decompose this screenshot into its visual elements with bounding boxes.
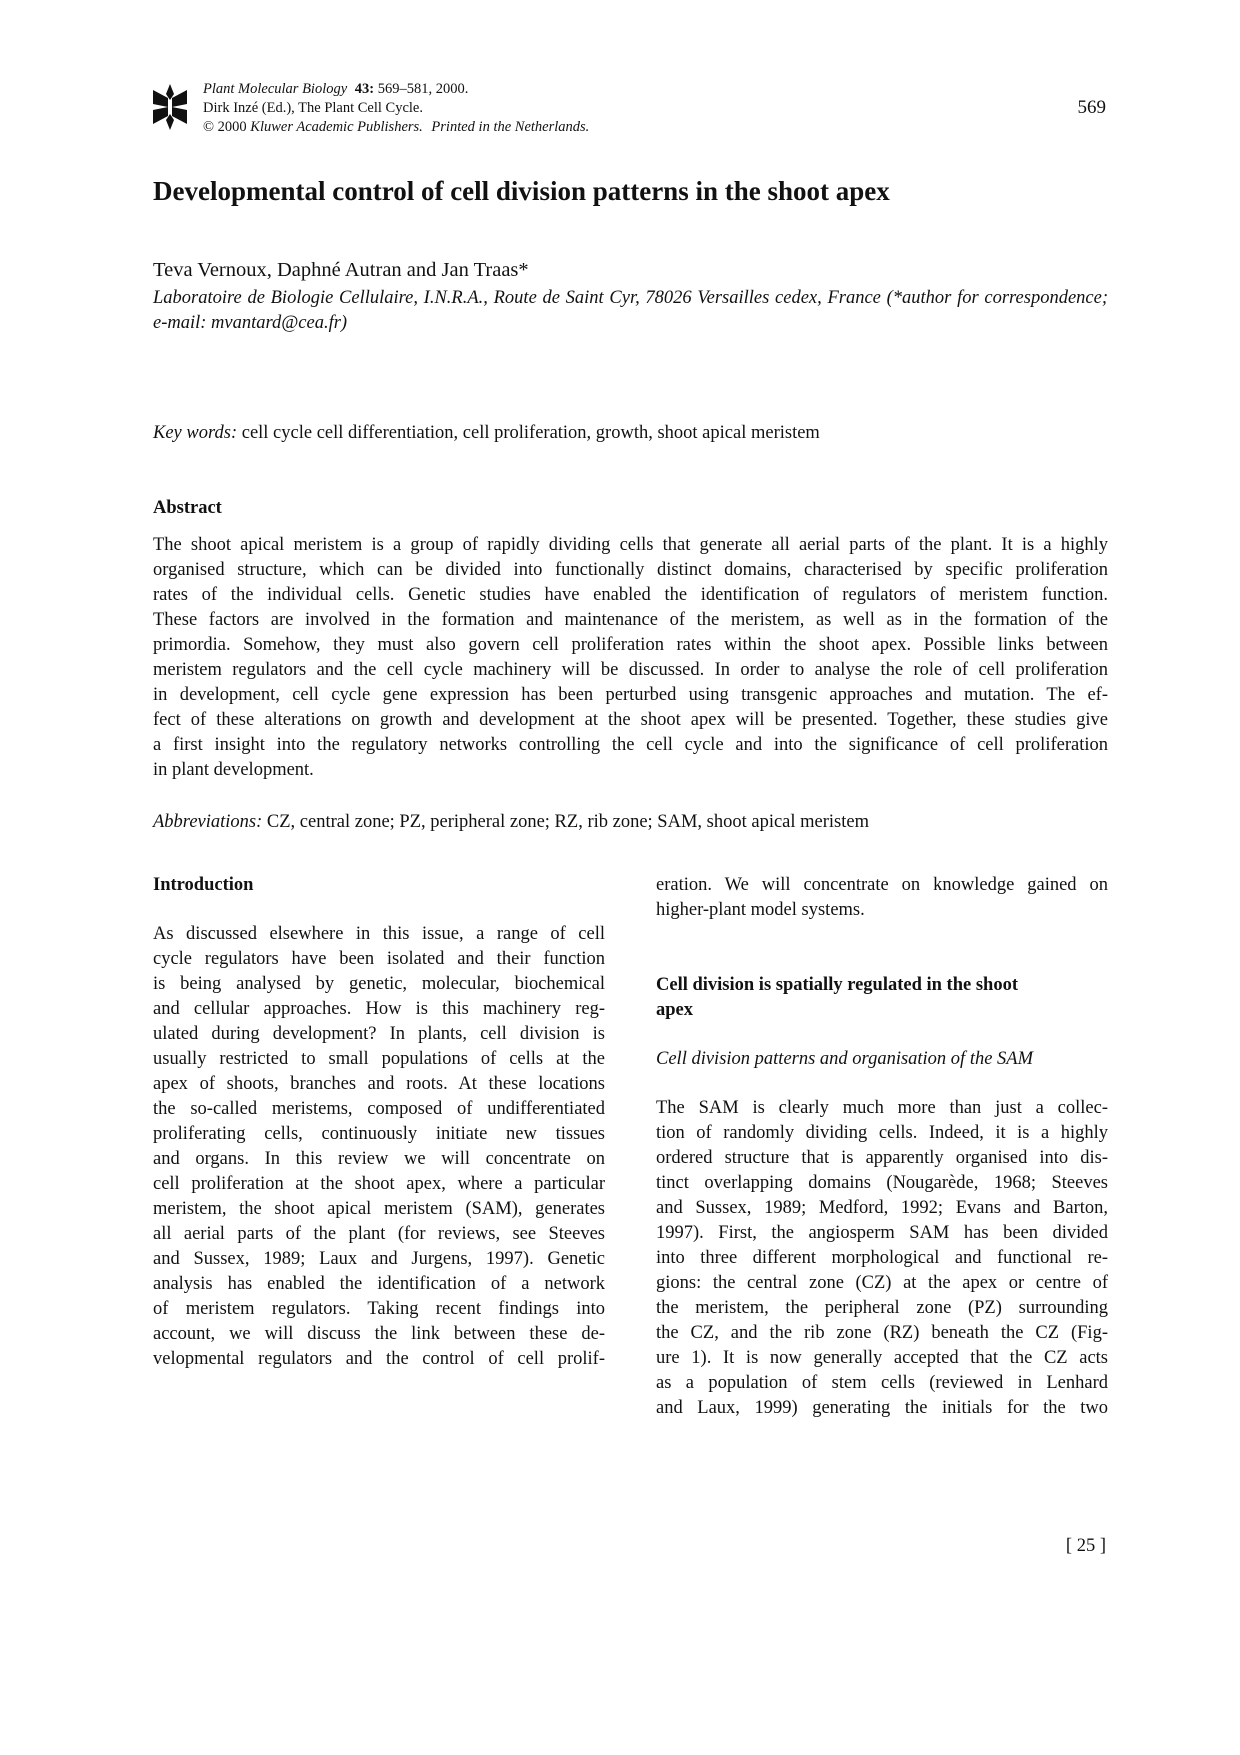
- subsection-heading: Cell division patterns and organisation of the SAM: [656, 1049, 1034, 1069]
- journal-citation: [203, 80, 468, 99]
- abstract-heading: Abstract: [153, 498, 222, 518]
- introduction-line: velopmental regulators and the control of cell prolif-: [153, 1349, 605, 1369]
- printed-note: Printed in the Netherlands.: [431, 119, 590, 135]
- section-body-line: gions: the central zone (CZ) at the apex or centre of: [656, 1273, 1108, 1293]
- publisher-logo-icon: [153, 84, 187, 130]
- keywords-text: cell cycle cell differentiation, cell proliferation, growth, shoot apical meristem: [237, 423, 820, 443]
- section-body: [656, 1096, 1108, 1421]
- journal-volume: 43:: [354, 81, 375, 97]
- page-marker: [ 25 ]: [1065, 1536, 1106, 1556]
- introduction-line: As discussed elsewhere in this issue, a range of cell: [153, 924, 605, 944]
- introduction-line: proliferating cells, continuously initiate new tissues: [153, 1124, 605, 1144]
- introduction-line: cycle regulators have been isolated and their function: [153, 949, 605, 969]
- introduction-line: apex of shoots, branches and roots. At these locations: [153, 1074, 605, 1094]
- abstract-line: primordia. Somehow, they must also govern cell proliferation rates within the shoot apex. Possible links between: [153, 635, 1108, 655]
- abstract-line: organised structure, which can be divided into functionally distinct domains, characterised by specific proliferation: [153, 560, 1108, 580]
- introduction-continuation: [656, 873, 1108, 923]
- section-body-line: into three different morphological and functional re-: [656, 1248, 1108, 1268]
- section-body-line: 1997). First, the angiosperm SAM has been divided: [656, 1223, 1108, 1243]
- abbreviations-text: CZ, central zone; PZ, peripheral zone; RZ, rib zone; SAM, shoot apical meristem: [262, 812, 869, 832]
- introduction-line: usually restricted to small populations of cells at the: [153, 1049, 605, 1069]
- abstract-line: a first insight into the regulatory networks controlling the cell cycle and into the significance of cell proliferation: [153, 735, 1108, 755]
- introduction-line: and organs. In this review we will concentrate on: [153, 1149, 605, 1169]
- introduction-body: [153, 922, 605, 1372]
- introduction-line: all aerial parts of the plant (for reviews, see Steeves: [153, 1224, 605, 1244]
- introduction-line: and Sussex, 1989; Laux and Jurgens, 1997). Genetic: [153, 1249, 605, 1269]
- abstract-body: [153, 533, 1108, 783]
- section-body-line: tinct overlapping domains (Nougarède, 1968; Steeves: [656, 1173, 1108, 1193]
- abstract-line: in plant development.: [153, 760, 314, 780]
- keywords-label: Key words:: [153, 423, 238, 443]
- section-body-line: and Laux, 1999) generating the initials for the two: [656, 1398, 1108, 1418]
- section-body-line: the CZ, and the rib zone (RZ) beneath the CZ (Fig-: [656, 1323, 1108, 1343]
- introduction-line: analysis has enabled the identification of a network: [153, 1274, 605, 1294]
- keywords: [153, 423, 820, 444]
- section-body-line: ordered structure that is apparently organised into dis-: [656, 1148, 1108, 1168]
- author-list: Teva Vernoux, Daphné Autran and Jan Traas*: [153, 259, 529, 281]
- abstract-line: fect of these alterations on growth and development at the shoot apex will be presented. Together, these studies give: [153, 710, 1108, 730]
- section-body-line: and Sussex, 1989; Medford, 1992; Evans and Barton,: [656, 1198, 1108, 1218]
- section-body-line: ure 1). It is now generally accepted that the CZ acts: [656, 1348, 1108, 1368]
- abbreviations: [153, 812, 869, 833]
- introduction-line: the so-called meristems, composed of undifferentiated: [153, 1099, 605, 1119]
- abstract-line: rates of the individual cells. Genetic studies have enabled the identification of regulators of meristem function.: [153, 585, 1108, 605]
- section-body-line: as a population of stem cells (reviewed in Lenhard: [656, 1373, 1108, 1393]
- publisher-name: Kluwer Academic Publishers.: [250, 119, 423, 135]
- continuation-line: eration. We will concentrate on knowledge gained on: [656, 875, 1108, 895]
- introduction-line: account, we will discuss the link between these de-: [153, 1324, 605, 1344]
- copyright-prefix: © 2000: [203, 119, 251, 135]
- page-number: 569: [1077, 97, 1106, 118]
- introduction-line: meristem, the shoot apical meristem (SAM), generates: [153, 1199, 605, 1219]
- publisher-logo: [153, 84, 187, 130]
- introduction-heading: Introduction: [153, 875, 254, 895]
- article-title: Developmental control of cell division patterns in the shoot apex: [153, 176, 890, 206]
- section-heading: [656, 973, 1108, 1023]
- introduction-line: ulated during development? In plants, cell division is: [153, 1024, 605, 1044]
- section-body-line: the meristem, the peripheral zone (PZ) surrounding: [656, 1298, 1108, 1318]
- copyright-line: [203, 118, 589, 137]
- affiliation: Laboratoire de Biologie Cellulaire, I.N.R.A., Route de Saint Cyr, 78026 Versailles cedex, France (*author for correspondence; e-mail: mvantard@cea.fr): [153, 288, 1108, 333]
- journal-pages-year: 569–581, 2000.: [374, 81, 469, 97]
- section-heading-line: Cell division is spatially regulated in the shoot: [656, 975, 1018, 995]
- introduction-line: of meristem regulators. Taking recent findings into: [153, 1299, 605, 1319]
- abstract-line: meristem regulators and the cell cycle machinery will be discussed. In order to analyse the role of cell proliferation: [153, 660, 1108, 680]
- abstract-line: in development, cell cycle gene expression has been perturbed using transgenic approaches and mutation. The ef-: [153, 685, 1108, 705]
- abstract-line: These factors are involved in the formation and maintenance of the meristem, as well as in the formation of the: [153, 610, 1108, 630]
- journal-name: Plant Molecular Biology: [203, 81, 348, 97]
- introduction-line: and cellular approaches. How is this machinery reg-: [153, 999, 605, 1019]
- section-heading-line: apex: [656, 1000, 693, 1020]
- abstract-line: The shoot apical meristem is a group of rapidly dividing cells that generate all aerial parts of the plant. It is a highly: [153, 535, 1108, 555]
- introduction-line: is being analysed by genetic, molecular, biochemical: [153, 974, 605, 994]
- editor-line: Dirk Inzé (Ed.), The Plant Cell Cycle.: [203, 100, 423, 116]
- section-body-line: The SAM is clearly much more than just a collec-: [656, 1098, 1108, 1118]
- abbreviations-label: Abbreviations:: [153, 812, 263, 832]
- introduction-line: cell proliferation at the shoot apex, where a particular: [153, 1174, 605, 1194]
- section-body-line: tion of randomly dividing cells. Indeed, it is a highly: [656, 1123, 1108, 1143]
- continuation-line: higher-plant model systems.: [656, 900, 865, 920]
